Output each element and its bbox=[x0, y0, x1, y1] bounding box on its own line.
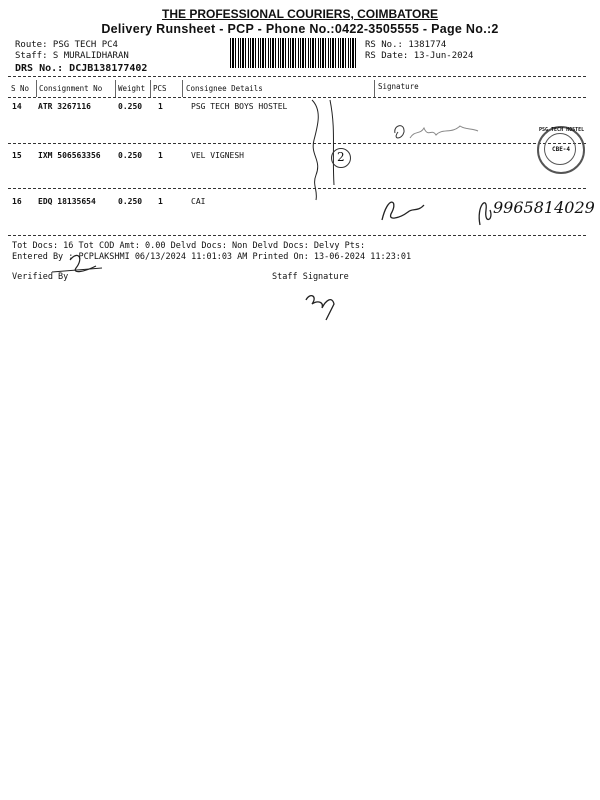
stamp-center-text: CBE-4 bbox=[551, 146, 571, 153]
stamp-top-text: PSG TECH HOSTEL bbox=[539, 127, 585, 133]
rs-date: RS Date: 13-Jun-2024 bbox=[365, 51, 474, 61]
col-header-sno: S No bbox=[11, 84, 30, 93]
row-consignment: ATR 3267116 bbox=[38, 102, 91, 111]
row-consignee: CAI bbox=[191, 197, 206, 206]
staff-signature-label: Staff Signature bbox=[272, 272, 349, 282]
row-weight: 0.250 bbox=[118, 102, 143, 111]
col-header-consignment: Consignment No bbox=[39, 84, 103, 93]
row-weight: 0.250 bbox=[118, 151, 143, 160]
drs-number: DRS No.: DCJB138177402 bbox=[15, 63, 148, 74]
summary-line: Tot Docs: 16 Tot COD Amt: 0.00 Delvd Docs: Non Delvd Docs: Delvy Pts: bbox=[12, 241, 366, 251]
rs-number: RS No.: 1381774 bbox=[365, 40, 447, 50]
circled-mark-text: 2 bbox=[337, 150, 345, 164]
row-consignee: VEL VIGNESH bbox=[191, 151, 244, 160]
staff-label: Staff: S MURALIDHARAN bbox=[15, 51, 129, 61]
row-consignee: PSG TECH BOYS HOSTEL bbox=[191, 102, 288, 111]
col-header-weight: Weight bbox=[118, 84, 146, 93]
row-sno: 14 bbox=[12, 102, 22, 111]
company-title: THE PROFESSIONAL COURIERS, COIMBATORE bbox=[161, 7, 439, 21]
row-pcs: 1 bbox=[158, 197, 163, 206]
row-weight: 0.250 bbox=[118, 197, 143, 206]
col-header-signature: Signature bbox=[378, 82, 419, 91]
col-header-consignee: Consignee Details bbox=[186, 84, 263, 93]
hostel-stamp bbox=[537, 126, 585, 174]
row-consignment: IXM 506563356 bbox=[38, 151, 101, 160]
col-header-pcs: PCS bbox=[153, 84, 167, 93]
handwritten-phone: 9965814029 bbox=[493, 198, 595, 217]
entered-by-line: Entered By : PCPLAKSHMI 06/13/2024 11:01:03 AM Printed On: 13-06-2024 11:23:01 bbox=[12, 252, 412, 262]
row-sno: 16 bbox=[12, 197, 22, 206]
runsheet-subtitle: Delivery Runsheet - PCP - Phone No.:0422-3505555 - Page No.:2 bbox=[101, 22, 499, 36]
row-pcs: 1 bbox=[158, 151, 163, 160]
row-sno: 15 bbox=[12, 151, 22, 160]
route-label: Route: PSG TECH PC4 bbox=[15, 40, 118, 50]
row-pcs: 1 bbox=[158, 102, 163, 111]
verified-by-label: Verified By bbox=[12, 272, 69, 282]
row-consignment: EDQ 18135654 bbox=[38, 197, 96, 206]
circled-mark bbox=[331, 148, 351, 168]
